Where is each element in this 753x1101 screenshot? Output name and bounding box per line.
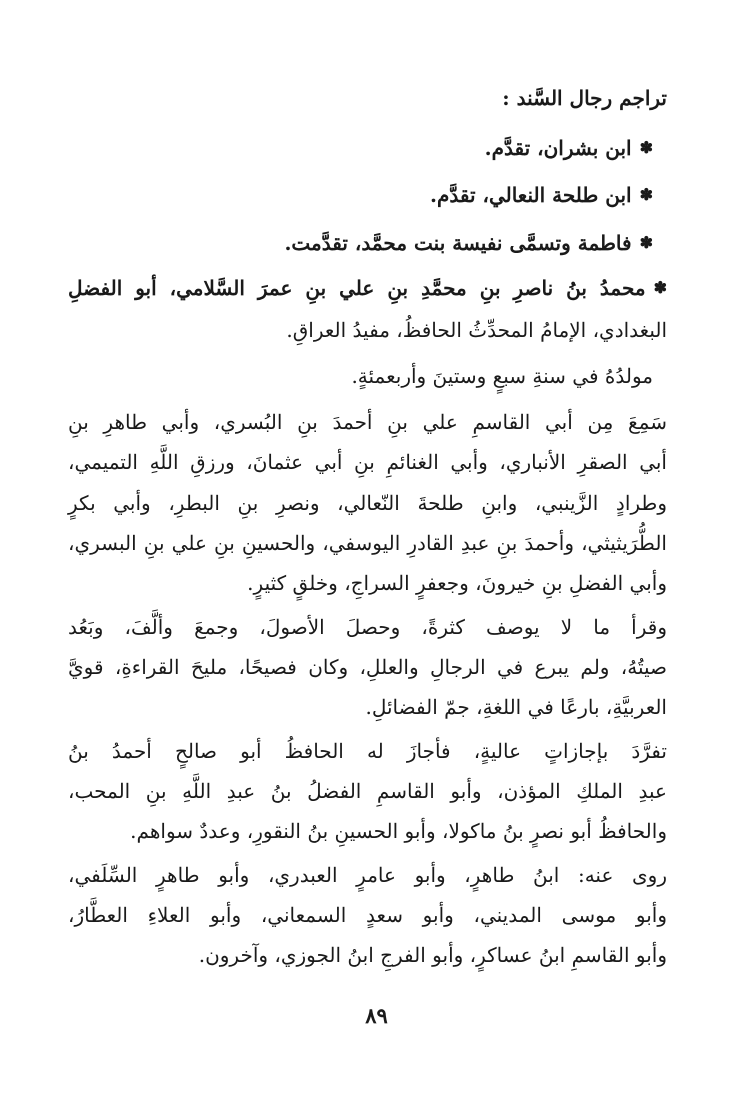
asterisk-icon: ✽ [639, 233, 653, 252]
biography-line: الطُّرَيثيثي، وأحمدَ بنِ عبدِ القادرِ اليوسفي، والحسينِ بنِ علي بنِ البسري، [68, 531, 667, 555]
page-number: ٨٩ [365, 1003, 388, 1028]
biography-line: والحافظُ أبو نصرٍ بنُ ماكولا، وأبو الحسينِ بنُ النقورِ، وعددٌ سواهم. [130, 819, 667, 843]
section-heading: تراجم رجال السَّند : [502, 86, 667, 110]
biography-line: مولدُهُ في سنةِ سبعٍ وستينَ وأربعمئةٍ. [351, 364, 653, 388]
entry-ibn-bishran [485, 130, 653, 166]
entry-ibn-talha [430, 177, 653, 213]
biography-line: سَمِعَ مِن أبي القاسمِ علي بنِ أحمدَ بنِ البُسري، وأبي طاهرِ بنِ [68, 410, 667, 434]
biography-line: عبدِ الملكِ المؤذن، وأبو القاسمِ الفضلُ بنُ عبدِ اللَّهِ بنِ المحب، [68, 779, 667, 803]
biography-line: وطرادٍ الزَّينبي، وابنِ طلحةَ النّعالي، ونصرِ بنِ البطرِ، وأبي بكرٍ [68, 491, 667, 515]
entry-text: ابن بشران، تقدَّم. [484, 136, 632, 160]
biography-line: أبي الصقرِ الأنباري، وأبي الغنائمِ بنِ أبي عثمانَ، ورزقِ اللَّهِ التميمي، [68, 450, 667, 474]
asterisk-icon: ✽ [639, 138, 653, 157]
biography-line: تفرَّدَ بإجازاتٍ عاليةٍ، فأجازَ له الحافظُ أبو صالحٍ أحمدُ بنُ [68, 739, 667, 763]
entry-fatima [284, 225, 653, 261]
biography-line: وأبو موسى المديني، وأبو سعدٍ السمعاني، وأبو العلاءِ العطَّارُ، [68, 903, 667, 927]
biography-line: وأبو القاسمِ ابنُ عساكرٍ، وأبو الفرجِ ابنُ الجوزي، وآخرون. [198, 943, 667, 967]
biography-line: العربيَّةِ، بارعًا في اللغةِ، جمّ الفضائلِ. [365, 695, 667, 719]
entry-text: فاطمة وتسمَّى نفيسة بنت محمَّد، تقدَّمت. [284, 231, 632, 255]
biography-line: روى عنه: ابنُ طاهرٍ، وأبو عامرٍ العبدري، وأبو طاهرٍ السِّلَفي، [68, 863, 667, 887]
asterisk-icon: ✽ [639, 185, 653, 204]
biography-line: البغدادي، الإمامُ المحدِّثُ الحافظُ، مفيدُ العراقِ. [286, 318, 667, 342]
biography-name-line [68, 270, 667, 306]
asterisk-icon: ✽ [653, 278, 667, 297]
biography-line: وقرأ ما لا يوصف كثرةً، وحصلَ الأصولَ، وجمعَ وألَّفَ، وبَعُد [68, 615, 667, 639]
biography-name: محمدُ بنُ ناصرِ بنِ محمَّدِ بنِ علي بنِ عمرَ السَّلامي، أبو الفضلِ [68, 276, 646, 300]
biography-line: صيتُهُ، ولم يبرع في الرجالِ والعللِ، وكان فصيحًا، مليحَ القراءةِ، قويَّ [68, 655, 667, 679]
biography-line: وأبي الفضلِ بنِ خيرونَ، وجعفرٍ السراجِ، وخلقٍ كثيرٍ. [247, 571, 667, 595]
entry-text: ابن طلحة النعالي، تقدَّم. [430, 183, 632, 207]
